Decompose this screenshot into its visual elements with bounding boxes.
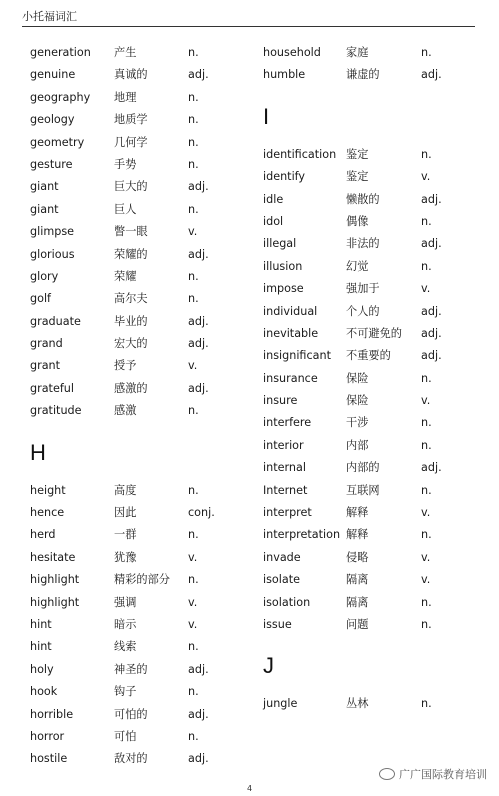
vocab-word: interpret — [263, 506, 312, 520]
vocab-word: hostile — [30, 752, 68, 766]
vocab-part-of-speech: n. — [188, 640, 199, 654]
vocab-word: glorious — [30, 247, 75, 261]
vocab-part-of-speech: n. — [188, 269, 199, 283]
vocab-part-of-speech: adj. — [188, 662, 209, 676]
vocab-word: insignificant — [263, 349, 331, 363]
vocab-word: isolation — [263, 595, 311, 609]
vocab-word: giant — [30, 202, 59, 216]
vocab-meaning: 内部的 — [346, 461, 380, 475]
vocab-word: hint — [30, 617, 52, 631]
vocab-meaning: 强调 — [114, 595, 137, 609]
vocab-meaning: 隔离 — [346, 573, 369, 587]
vocab-entry — [30, 547, 245, 569]
vocab-meaning: 鉴定 — [346, 170, 369, 184]
vocab-meaning: 内部 — [346, 438, 369, 452]
h-entries-list — [30, 480, 245, 771]
vocab-meaning: 一群 — [114, 528, 137, 542]
vocab-meaning: 高度 — [114, 483, 137, 497]
vocab-word: interfere — [263, 416, 312, 430]
vocab-part-of-speech: adj. — [188, 314, 209, 328]
vocab-entry — [30, 266, 245, 288]
vocab-entry — [30, 524, 245, 546]
vocab-word: gesture — [30, 157, 73, 171]
vocab-word: invade — [263, 550, 301, 564]
vocab-word: geography — [30, 90, 91, 104]
vocab-part-of-speech: n. — [421, 147, 432, 161]
vocab-part-of-speech: n. — [188, 528, 199, 542]
vocab-part-of-speech: n. — [421, 259, 432, 273]
vocab-word: identification — [263, 147, 337, 161]
vocab-word: idle — [263, 192, 284, 206]
vocab-meaning: 互联网 — [346, 483, 380, 497]
vocab-entry — [30, 569, 245, 591]
vocab-part-of-speech: adj. — [188, 68, 209, 82]
vocab-part-of-speech: n. — [421, 483, 432, 497]
vocab-entry — [263, 412, 478, 434]
vocab-part-of-speech: v. — [421, 170, 431, 184]
vocab-entry — [263, 301, 478, 323]
vocab-word: grateful — [30, 381, 74, 395]
vocab-entry — [263, 547, 478, 569]
watermark-text: 广广国际教育培训 — [399, 768, 487, 781]
vocab-entry — [30, 109, 245, 131]
vocab-word: horrible — [30, 707, 74, 721]
vocab-meaning: 解释 — [346, 506, 369, 520]
vocab-entry — [30, 681, 245, 703]
vocab-meaning: 懒散的 — [346, 192, 380, 206]
vocab-meaning: 感激 — [114, 404, 137, 418]
vocab-part-of-speech: n. — [188, 113, 199, 127]
vocab-part-of-speech: v. — [421, 394, 431, 408]
vocab-meaning: 感激的 — [114, 381, 148, 395]
vocab-word: interpretation — [263, 528, 341, 542]
vocab-meaning: 巨大的 — [114, 180, 148, 194]
vocab-word: hesitate — [30, 550, 76, 564]
vocab-meaning: 偶像 — [346, 214, 369, 228]
vocab-entry — [30, 592, 245, 614]
vocab-part-of-speech: adj. — [421, 68, 442, 82]
vocab-entry — [30, 636, 245, 658]
vocab-word: humble — [263, 68, 306, 82]
vocab-entry — [263, 278, 478, 300]
vocab-word: highlight — [30, 595, 80, 609]
vocab-word: individual — [263, 304, 318, 318]
vocab-meaning: 毕业的 — [114, 314, 148, 328]
vocab-word: illegal — [263, 237, 297, 251]
vocab-word: highlight — [30, 573, 80, 587]
vocab-entry — [263, 64, 478, 86]
vocab-meaning: 荣耀的 — [114, 247, 148, 261]
vocab-word: identify — [263, 170, 306, 184]
vocab-entry — [30, 748, 245, 770]
page-header-title: 小托福词汇 — [22, 10, 77, 23]
vocab-entry — [30, 176, 245, 198]
left-column — [30, 42, 245, 771]
vocab-part-of-speech: v. — [188, 550, 198, 564]
vocab-meaning: 因此 — [114, 506, 137, 520]
vocab-word: hook — [30, 685, 58, 699]
vocab-entry — [30, 42, 245, 64]
vocab-meaning: 敌对的 — [114, 752, 148, 766]
vocab-meaning: 鉴定 — [346, 147, 369, 161]
vocab-meaning: 谦虚的 — [346, 68, 380, 82]
vocab-part-of-speech: n. — [421, 595, 432, 609]
vocab-part-of-speech: n. — [188, 135, 199, 149]
vocab-entry — [263, 569, 478, 591]
vocab-meaning: 精彩的部分 — [114, 573, 170, 587]
vocab-meaning: 地理 — [114, 90, 137, 104]
vocab-meaning: 干涉 — [346, 416, 369, 430]
vocab-entry — [30, 480, 245, 502]
vocab-part-of-speech: n. — [188, 292, 199, 306]
vocab-entry — [30, 659, 245, 681]
vocab-entry — [30, 333, 245, 355]
vocab-entry — [30, 502, 245, 524]
vocab-part-of-speech: v. — [421, 573, 431, 587]
vocab-entry — [263, 435, 478, 457]
vocab-word: glory — [30, 269, 59, 283]
vocab-word: jungle — [263, 697, 298, 711]
vocab-word: illusion — [263, 259, 303, 273]
vocab-word: genuine — [30, 68, 76, 82]
vocab-word: geometry — [30, 135, 85, 149]
h-entries-continued-list — [263, 42, 478, 87]
vocab-part-of-speech: n. — [188, 685, 199, 699]
vocab-entry — [263, 614, 478, 636]
vocab-word: generation — [30, 46, 91, 59]
vocab-entry — [30, 288, 245, 310]
vocab-word: golf — [30, 292, 51, 306]
header-divider — [22, 26, 475, 27]
vocab-meaning: 侵略 — [346, 550, 369, 564]
vocab-meaning: 个人的 — [346, 304, 380, 318]
right-column — [263, 42, 478, 716]
vocab-word: internal — [263, 461, 306, 475]
vocab-meaning: 高尔夫 — [114, 292, 148, 306]
vocab-word: impose — [263, 282, 304, 296]
vocab-part-of-speech: adj. — [188, 337, 209, 351]
vocab-entry — [263, 256, 478, 278]
vocab-part-of-speech: n. — [421, 416, 432, 430]
vocab-meaning: 荣耀 — [114, 269, 137, 283]
vocab-meaning: 手势 — [114, 157, 137, 171]
vocab-meaning: 不重要的 — [346, 349, 391, 363]
vocab-meaning: 犹豫 — [114, 550, 137, 564]
vocab-word: insurance — [263, 371, 318, 385]
vocab-word: grand — [30, 337, 63, 351]
vocab-entry — [30, 378, 245, 400]
vocab-word: issue — [263, 617, 292, 631]
vocab-part-of-speech: v. — [188, 225, 198, 239]
vocab-meaning: 保险 — [346, 394, 369, 408]
vocab-part-of-speech: n. — [188, 729, 199, 743]
vocab-word: gratitude — [30, 404, 82, 418]
vocab-part-of-speech: n. — [188, 90, 199, 104]
vocab-entry — [30, 244, 245, 266]
watermark — [379, 766, 487, 782]
vocab-entry — [263, 368, 478, 390]
vocab-part-of-speech: n. — [188, 573, 199, 587]
vocab-entry — [263, 502, 478, 524]
vocab-part-of-speech: n. — [421, 46, 432, 59]
vocab-part-of-speech: adj. — [421, 349, 442, 363]
vocab-meaning: 真诚的 — [114, 68, 148, 82]
vocab-entry — [263, 390, 478, 412]
vocab-part-of-speech: v. — [188, 617, 198, 631]
vocab-word: holy — [30, 662, 54, 676]
vocab-word: interior — [263, 438, 304, 452]
vocab-part-of-speech: adj. — [421, 326, 442, 340]
vocab-part-of-speech: v. — [421, 550, 431, 564]
section-letter-j: J — [263, 653, 274, 679]
vocab-meaning: 地质学 — [114, 113, 148, 127]
vocab-entry — [263, 42, 478, 64]
vocab-word: glimpse — [30, 225, 75, 239]
vocab-part-of-speech: n. — [421, 697, 432, 711]
vocab-part-of-speech: conj. — [188, 506, 215, 520]
vocab-part-of-speech: adj. — [188, 381, 209, 395]
section-letter-i: I — [263, 103, 270, 129]
vocab-word: isolate — [263, 573, 301, 587]
vocab-part-of-speech: adj. — [188, 247, 209, 261]
vocab-entry — [263, 693, 478, 715]
vocab-part-of-speech: n. — [188, 404, 199, 418]
vocab-word: herd — [30, 528, 56, 542]
vocab-word: horror — [30, 729, 65, 743]
vocab-meaning: 宏大的 — [114, 337, 148, 351]
i-entries-list — [263, 144, 478, 637]
vocab-entry — [263, 592, 478, 614]
vocab-meaning: 隔离 — [346, 595, 369, 609]
vocab-part-of-speech: adj. — [421, 237, 442, 251]
vocab-part-of-speech: n. — [421, 371, 432, 385]
vocab-word: grant — [30, 359, 61, 373]
vocab-meaning: 家庭 — [346, 46, 369, 59]
vocab-word: hint — [30, 640, 52, 654]
vocab-part-of-speech: n. — [421, 438, 432, 452]
vocab-part-of-speech: v. — [188, 359, 198, 373]
vocab-word: insure — [263, 394, 298, 408]
vocab-word: hence — [30, 506, 65, 520]
g-entries-list — [30, 42, 245, 423]
vocab-part-of-speech: adj. — [188, 707, 209, 721]
vocab-part-of-speech: n. — [188, 157, 199, 171]
vocab-part-of-speech: n. — [421, 528, 432, 542]
vocab-meaning: 问题 — [346, 617, 369, 631]
vocab-part-of-speech: adj. — [421, 304, 442, 318]
vocab-entry — [30, 704, 245, 726]
vocab-meaning: 几何学 — [114, 135, 148, 149]
vocab-meaning: 暗示 — [114, 617, 137, 631]
vocab-meaning: 解释 — [346, 528, 369, 542]
vocab-part-of-speech: n. — [421, 214, 432, 228]
j-entries-list — [263, 693, 478, 715]
vocab-meaning: 强加于 — [346, 282, 380, 296]
vocab-meaning: 非法的 — [346, 237, 380, 251]
vocab-entry — [263, 211, 478, 233]
vocab-meaning: 保险 — [346, 371, 369, 385]
vocab-meaning: 丛林 — [346, 697, 369, 711]
vocab-entry — [263, 480, 478, 502]
vocab-word: idol — [263, 214, 284, 228]
section-letter-h: H — [30, 439, 46, 465]
vocab-meaning: 可怕 — [114, 729, 137, 743]
vocab-word: height — [30, 483, 66, 497]
vocab-word: geology — [30, 113, 75, 127]
vocab-word: graduate — [30, 314, 81, 328]
vocab-entry — [263, 457, 478, 479]
vocab-entry — [263, 166, 478, 188]
vocab-entry — [263, 144, 478, 166]
vocab-part-of-speech: v. — [421, 282, 431, 296]
vocab-entry — [30, 726, 245, 748]
vocab-meaning: 瞥一眼 — [114, 225, 148, 239]
vocab-meaning: 可怕的 — [114, 707, 148, 721]
vocab-part-of-speech: v. — [188, 595, 198, 609]
vocab-part-of-speech: adj. — [188, 180, 209, 194]
vocab-entry — [30, 154, 245, 176]
vocab-part-of-speech: adj. — [421, 461, 442, 475]
wechat-logo-icon — [379, 768, 395, 780]
vocab-meaning: 不可避免的 — [346, 326, 402, 340]
vocab-meaning: 线索 — [114, 640, 137, 654]
vocab-entry — [263, 189, 478, 211]
vocab-word: giant — [30, 180, 59, 194]
vocab-entry — [263, 233, 478, 255]
vocab-entry — [263, 345, 478, 367]
vocab-meaning: 神圣的 — [114, 662, 148, 676]
vocab-part-of-speech: n. — [188, 483, 199, 497]
vocab-meaning: 幻觉 — [346, 259, 369, 273]
vocab-meaning: 钩子 — [114, 685, 137, 699]
vocab-word: household — [263, 46, 321, 59]
vocab-entry — [30, 221, 245, 243]
vocab-entry — [30, 87, 245, 109]
vocab-entry — [30, 311, 245, 333]
vocab-entry — [30, 132, 245, 154]
vocab-meaning: 巨人 — [114, 202, 137, 216]
vocab-part-of-speech: n. — [188, 46, 199, 59]
vocab-entry — [263, 524, 478, 546]
vocab-part-of-speech: adj. — [188, 752, 209, 766]
vocab-entry — [30, 400, 245, 422]
vocab-entry — [30, 64, 245, 86]
vocab-part-of-speech: n. — [188, 202, 199, 216]
vocab-word: inevitable — [263, 326, 319, 340]
vocab-meaning: 授予 — [114, 359, 137, 373]
vocab-meaning: 产生 — [114, 46, 137, 59]
vocab-part-of-speech: adj. — [421, 192, 442, 206]
vocab-entry — [30, 355, 245, 377]
vocab-entry — [30, 614, 245, 636]
vocab-part-of-speech: v. — [421, 506, 431, 520]
vocab-entry — [30, 199, 245, 221]
vocab-part-of-speech: n. — [421, 617, 432, 631]
vocab-entry — [263, 323, 478, 345]
page-number: 4 — [246, 784, 253, 793]
vocab-word: Internet — [263, 483, 308, 497]
